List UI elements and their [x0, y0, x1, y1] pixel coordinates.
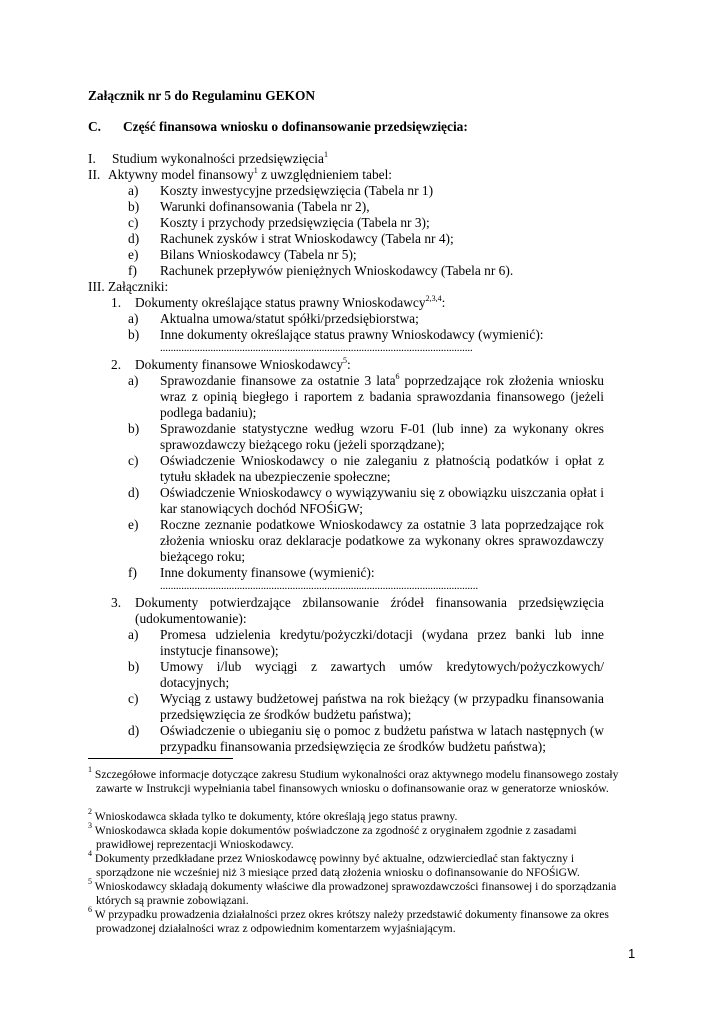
- group-1-title: Dokumenty określające status prawny Wnioskodawcy$^{2,3,4}$:: [135, 293, 446, 310]
- list-item-letter: c): [128, 215, 139, 230]
- list-item-letter: d): [128, 485, 140, 500]
- item-I-text: Studium wykonalności przedsięwzięcia$^1$: [112, 149, 328, 166]
- list-item-letter: a): [128, 311, 139, 326]
- list-item-text: Roczne zeznanie podatkowe Wnioskodawcy za ostatnie 3 lata poprzedzające rok złożenia wniosku oraz deklaracje podatkowe za wykonany okres sprawozdawczy bieżącego roku;: [160, 517, 604, 564]
- list-item-text: Oświadczenie o ubieganiu się o pomoc z budżetu państwa w latach następnych (w przypadku finansowania przedsięwzięcia ze środków budżetu państwa);: [160, 723, 604, 754]
- group-3-num: 3.: [111, 595, 122, 610]
- list-item-text: Inne dokumenty finansowe (wymienić):: [160, 565, 375, 580]
- list-item-text: Koszty i przychody przedsięwzięcia (Tabela nr 3);: [160, 215, 430, 230]
- list-item-text: Umowy i/lub wyciągi z zawartych umów kredytowych/pożyczkowych/ dotacyjnych;: [160, 659, 604, 690]
- list-item-text: Aktualna umowa/statut spółki/przedsiębiorstwa;: [160, 311, 419, 326]
- list-item-letter: b): [128, 421, 140, 436]
- section-letter: C.: [88, 119, 102, 134]
- list-item-letter: f): [128, 263, 137, 278]
- list-item-letter: e): [128, 517, 139, 532]
- list-item-text: Sprawozdanie statystyczne według wzoru F-01 (lub inne) za wykonany okres sprawozdawczy bieżącego roku (jeżeli sporządzane);: [160, 421, 604, 452]
- item-II-num: II.: [88, 167, 101, 182]
- group-3-title: Dokumenty potwierdzające zbilansowanie źródeł finansowania przedsięwzięcia (udokumentowanie):: [135, 595, 604, 626]
- list-item-text: Inne dokumenty określające status prawny Wnioskodawcy (wymienić):: [160, 327, 544, 342]
- list-item-text: Rachunek przepływów pieniężnych Wnioskodawcy (Tabela nr 6).: [160, 263, 514, 278]
- list-item-letter: d): [128, 723, 140, 738]
- dotted-fill-line: ........................................................................................................................: [160, 580, 479, 592]
- list-item-letter: e): [128, 247, 139, 262]
- footnote: $^6$ W przypadku prowadzenia działalności przez okres krótszy należy przedstawić dokumenty finansowe za okres prowadzonej działalności wraz z odpowiednim komentarzem wyjaśniającym.: [88, 905, 609, 936]
- list-item-letter: d): [128, 231, 140, 246]
- footnote: $^5$ Wnioskodawcy składają dokumenty właściwe dla prowadzonej sprawozdawczości finansowej i do sporządzania których są prawnie zobowiązani.: [88, 877, 617, 908]
- group-2-num: 2.: [111, 357, 122, 372]
- item-III-text: Załączniki:: [108, 279, 169, 294]
- list-item-letter: a): [128, 627, 139, 642]
- attachment-header: Załącznik nr 5 do Regulaminu GEKON: [88, 88, 316, 103]
- list-item-text: Wyciąg z ustawy budżetowej państwa na rok bieżący (w przypadku finansowania przedsięwzięcia ze środków budżetu państwa);: [160, 691, 604, 722]
- section-title: Część finansowa wniosku o dofinansowanie przedsięwzięcia:: [123, 119, 468, 134]
- list-item-text: Bilans Wnioskodawcy (Tabela nr 5);: [160, 247, 357, 262]
- list-item-text: Promesa udzielenia kredytu/pożyczki/dotacji (wydana przez banki lub inne instytucje finansowe);: [160, 627, 604, 658]
- list-item-letter: c): [128, 691, 139, 706]
- list-item-text: Oświadczenie Wnioskodawcy o nie zaleganiu z płatnością podatków i opłat z tytułu składek na ubezpieczenie społeczne;: [160, 453, 604, 484]
- list-item-text: Sprawozdanie finansowe za ostatnie 3 lata$^6$ poprzedzające rok złożenia wniosku wraz z opinią biegłego i raportem z badania sprawozdania finansowego (jeżeli podlega badaniu);: [160, 371, 604, 420]
- item-III-num: III.: [88, 279, 105, 294]
- list-item-text: Warunki dofinansowania (Tabela nr 2),: [160, 199, 370, 214]
- list-item-letter: b): [128, 199, 140, 214]
- list-item-letter: b): [128, 659, 140, 674]
- footnote-separator: [88, 758, 233, 759]
- list-item-letter: c): [128, 453, 139, 468]
- list-item-text: Koszty inwestycyjne przedsięwzięcia (Tabela nr 1): [160, 183, 434, 198]
- list-item-letter: f): [128, 565, 137, 580]
- item-I-num: I.: [88, 151, 96, 166]
- dotted-fill-line: ......................................................................................................................: [160, 342, 473, 354]
- list-item-letter: a): [128, 183, 139, 198]
- footnote: $^4$ Dokumenty przedkładane przez Wnioskodawcę powinny być aktualne, odzwierciedlać stan faktyczny i sporządzone nie wcześniej niż 3 miesiące przed datą złożenia wniosku o dofinansowanie do NFOŚiGW.: [88, 849, 580, 880]
- list-item-letter: b): [128, 327, 140, 342]
- list-item-text: Rachunek zysków i strat Wnioskodawcy (Tabela nr 4);: [160, 231, 454, 246]
- list-item-letter: a): [128, 373, 139, 388]
- group-2-title: Dokumenty finansowe Wnioskodawcy$^5$:: [135, 355, 351, 372]
- list-item-text: Oświadczenie Wnioskodawcy o wywiązywaniu się z obowiązku uiszczania opłat i kar stanowiących dochód NFOŚiGW;: [160, 485, 604, 516]
- group-1-num: 1.: [111, 295, 122, 310]
- footnote: $^1$ Szczegółowe informacje dotyczące zakresu Studium wykonalności oraz aktywnego modelu finansowego zostały zawarte w Instrukcji wypełniania tabel finansowych wniosku o dofinansowanie oraz w generatorze wniosków.: [88, 765, 619, 796]
- item-II-text: Aktywny model finansowy$^1$ z uwzględnieniem tabel:: [108, 165, 393, 182]
- footnote: $^3$ Wnioskodawca składa kopie dokumentów poświadczone za zgodność z oryginałem zgodnie z zasadami prawidłowej reprezentacji Wnioskodawcy.: [88, 821, 577, 852]
- footnote: $^2$ Wnioskodawca składa tylko te dokumenty, które określają jego status prawny.: [88, 807, 458, 823]
- page-number: 1: [628, 946, 636, 961]
